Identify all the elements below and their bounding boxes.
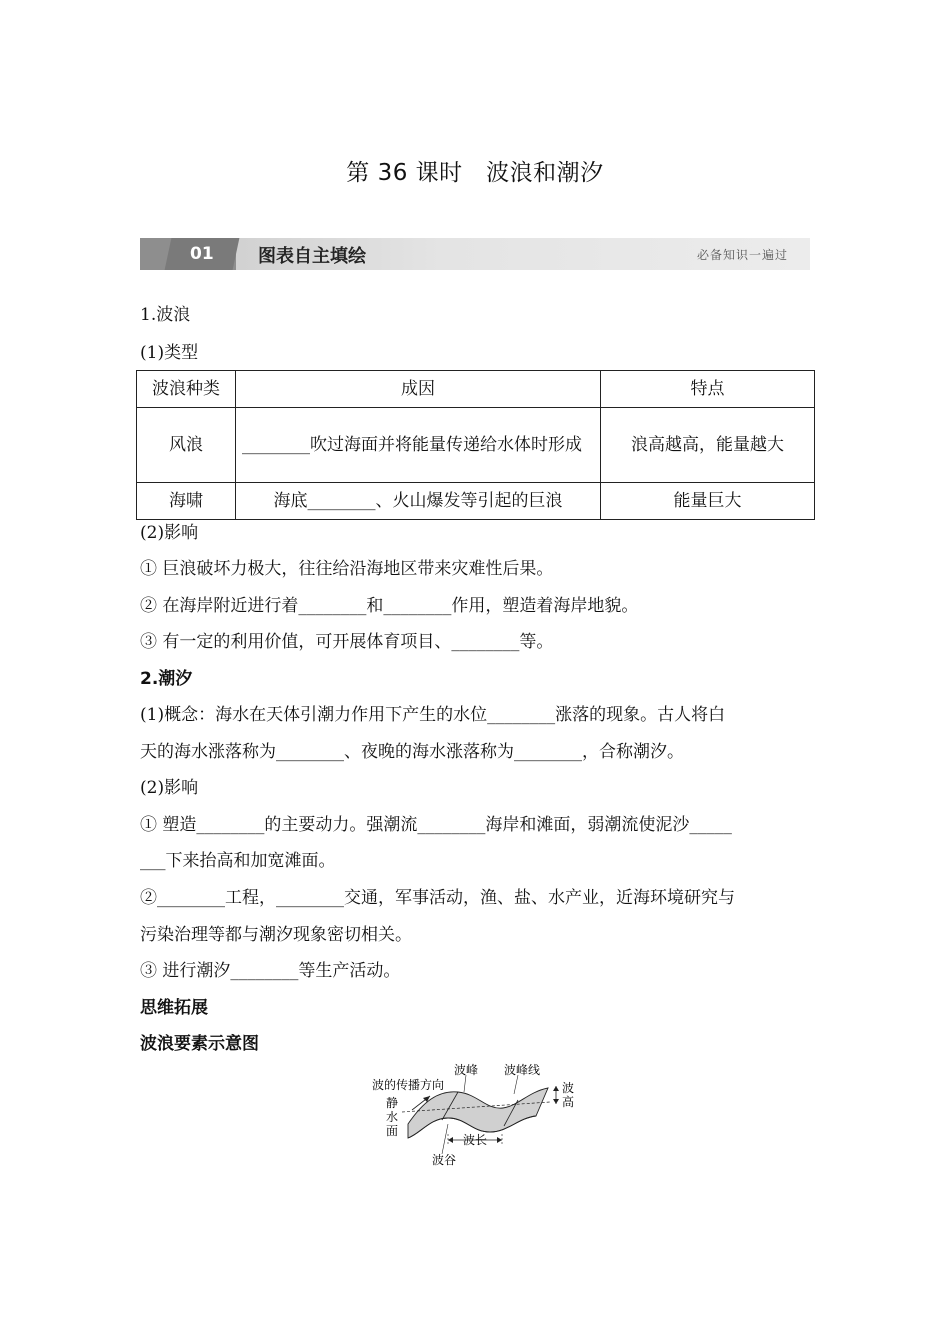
table-header: 成因	[236, 371, 601, 408]
label-crest: 波峰	[454, 1063, 479, 1077]
concept-line: (1)概念：海水在天体引潮力作用下产生的水位________涨落的现象。古人将白	[140, 705, 726, 725]
wave-elements-diagram	[368, 1062, 582, 1168]
section-2-heading: 2.潮汐	[140, 669, 193, 689]
table-cell: 浪高越高，能量越大	[601, 408, 815, 483]
label-still-water: 面	[386, 1124, 399, 1138]
label-wavelength: 波长	[463, 1133, 488, 1147]
list-item: ② 在海岸附近进行着________和________作用，塑造着海岸地貌。	[140, 596, 639, 616]
section-banner	[140, 238, 810, 270]
label-still-water: 水	[386, 1110, 399, 1124]
table-row	[137, 408, 815, 483]
table-cell: 风浪	[137, 408, 236, 483]
table-row	[137, 483, 815, 520]
table-cell: 海底________、火山爆发等引起的巨浪	[236, 483, 601, 520]
section-1-heading: 1.波浪	[140, 305, 191, 325]
extension-heading: 思维拓展	[140, 998, 208, 1018]
concept-line: 天的海水涨落称为________、夜晚的海水涨落称为________，合称潮汐。	[140, 742, 684, 762]
list-item: ③ 有一定的利用价值，可开展体育项目、________等。	[140, 632, 554, 652]
banner-title: 图表自主填绘	[258, 246, 366, 267]
label-direction: 波的传播方向	[372, 1078, 445, 1092]
table-header: 波浪种类	[137, 371, 236, 408]
list-item: ① 塑造________的主要动力。强潮流________海岸和滩面，弱潮流使泥沙_____	[140, 815, 732, 835]
banner-number: 01	[165, 238, 240, 270]
table-cell: 海啸	[137, 483, 236, 520]
section-1-sub1: (1)类型	[140, 343, 199, 363]
table-cell: ________吹过海面并将能量传递给水体时形成	[236, 408, 601, 483]
wave-types-table	[136, 370, 815, 520]
table-cell: 能量巨大	[601, 483, 815, 520]
list-item: ③ 进行潮汐________等生产活动。	[140, 961, 401, 981]
label-crest-line: 波峰线	[504, 1063, 541, 1077]
wave-surface	[408, 1088, 548, 1138]
section-1-sub2: (2)影响	[140, 523, 199, 543]
label-trough: 波谷	[432, 1153, 457, 1167]
label-wave-height: 高	[562, 1095, 575, 1109]
page-title: 第 36 课时 波浪和潮汐	[346, 160, 604, 186]
section-2-sub2: (2)影响	[140, 778, 199, 798]
list-item: ① 巨浪破坏力极大，往往给沿海地区带来灾难性后果。	[140, 559, 554, 579]
list-item-continued: ___下来抬高和加宽滩面。	[140, 851, 336, 871]
list-item-continued: 污染治理等都与潮汐现象密切相关。	[140, 925, 412, 945]
figure-title: 波浪要素示意图	[140, 1034, 259, 1054]
list-item: ②________工程，________交通，军事活动，渔、盐、水产业，近海环境研究与	[140, 888, 735, 908]
label-wave-height: 波	[562, 1081, 575, 1095]
table-header-row	[137, 371, 815, 408]
label-still-water: 静	[386, 1096, 399, 1110]
banner-subtitle: 必备知识一遍过	[696, 248, 788, 262]
table-header: 特点	[601, 371, 815, 408]
